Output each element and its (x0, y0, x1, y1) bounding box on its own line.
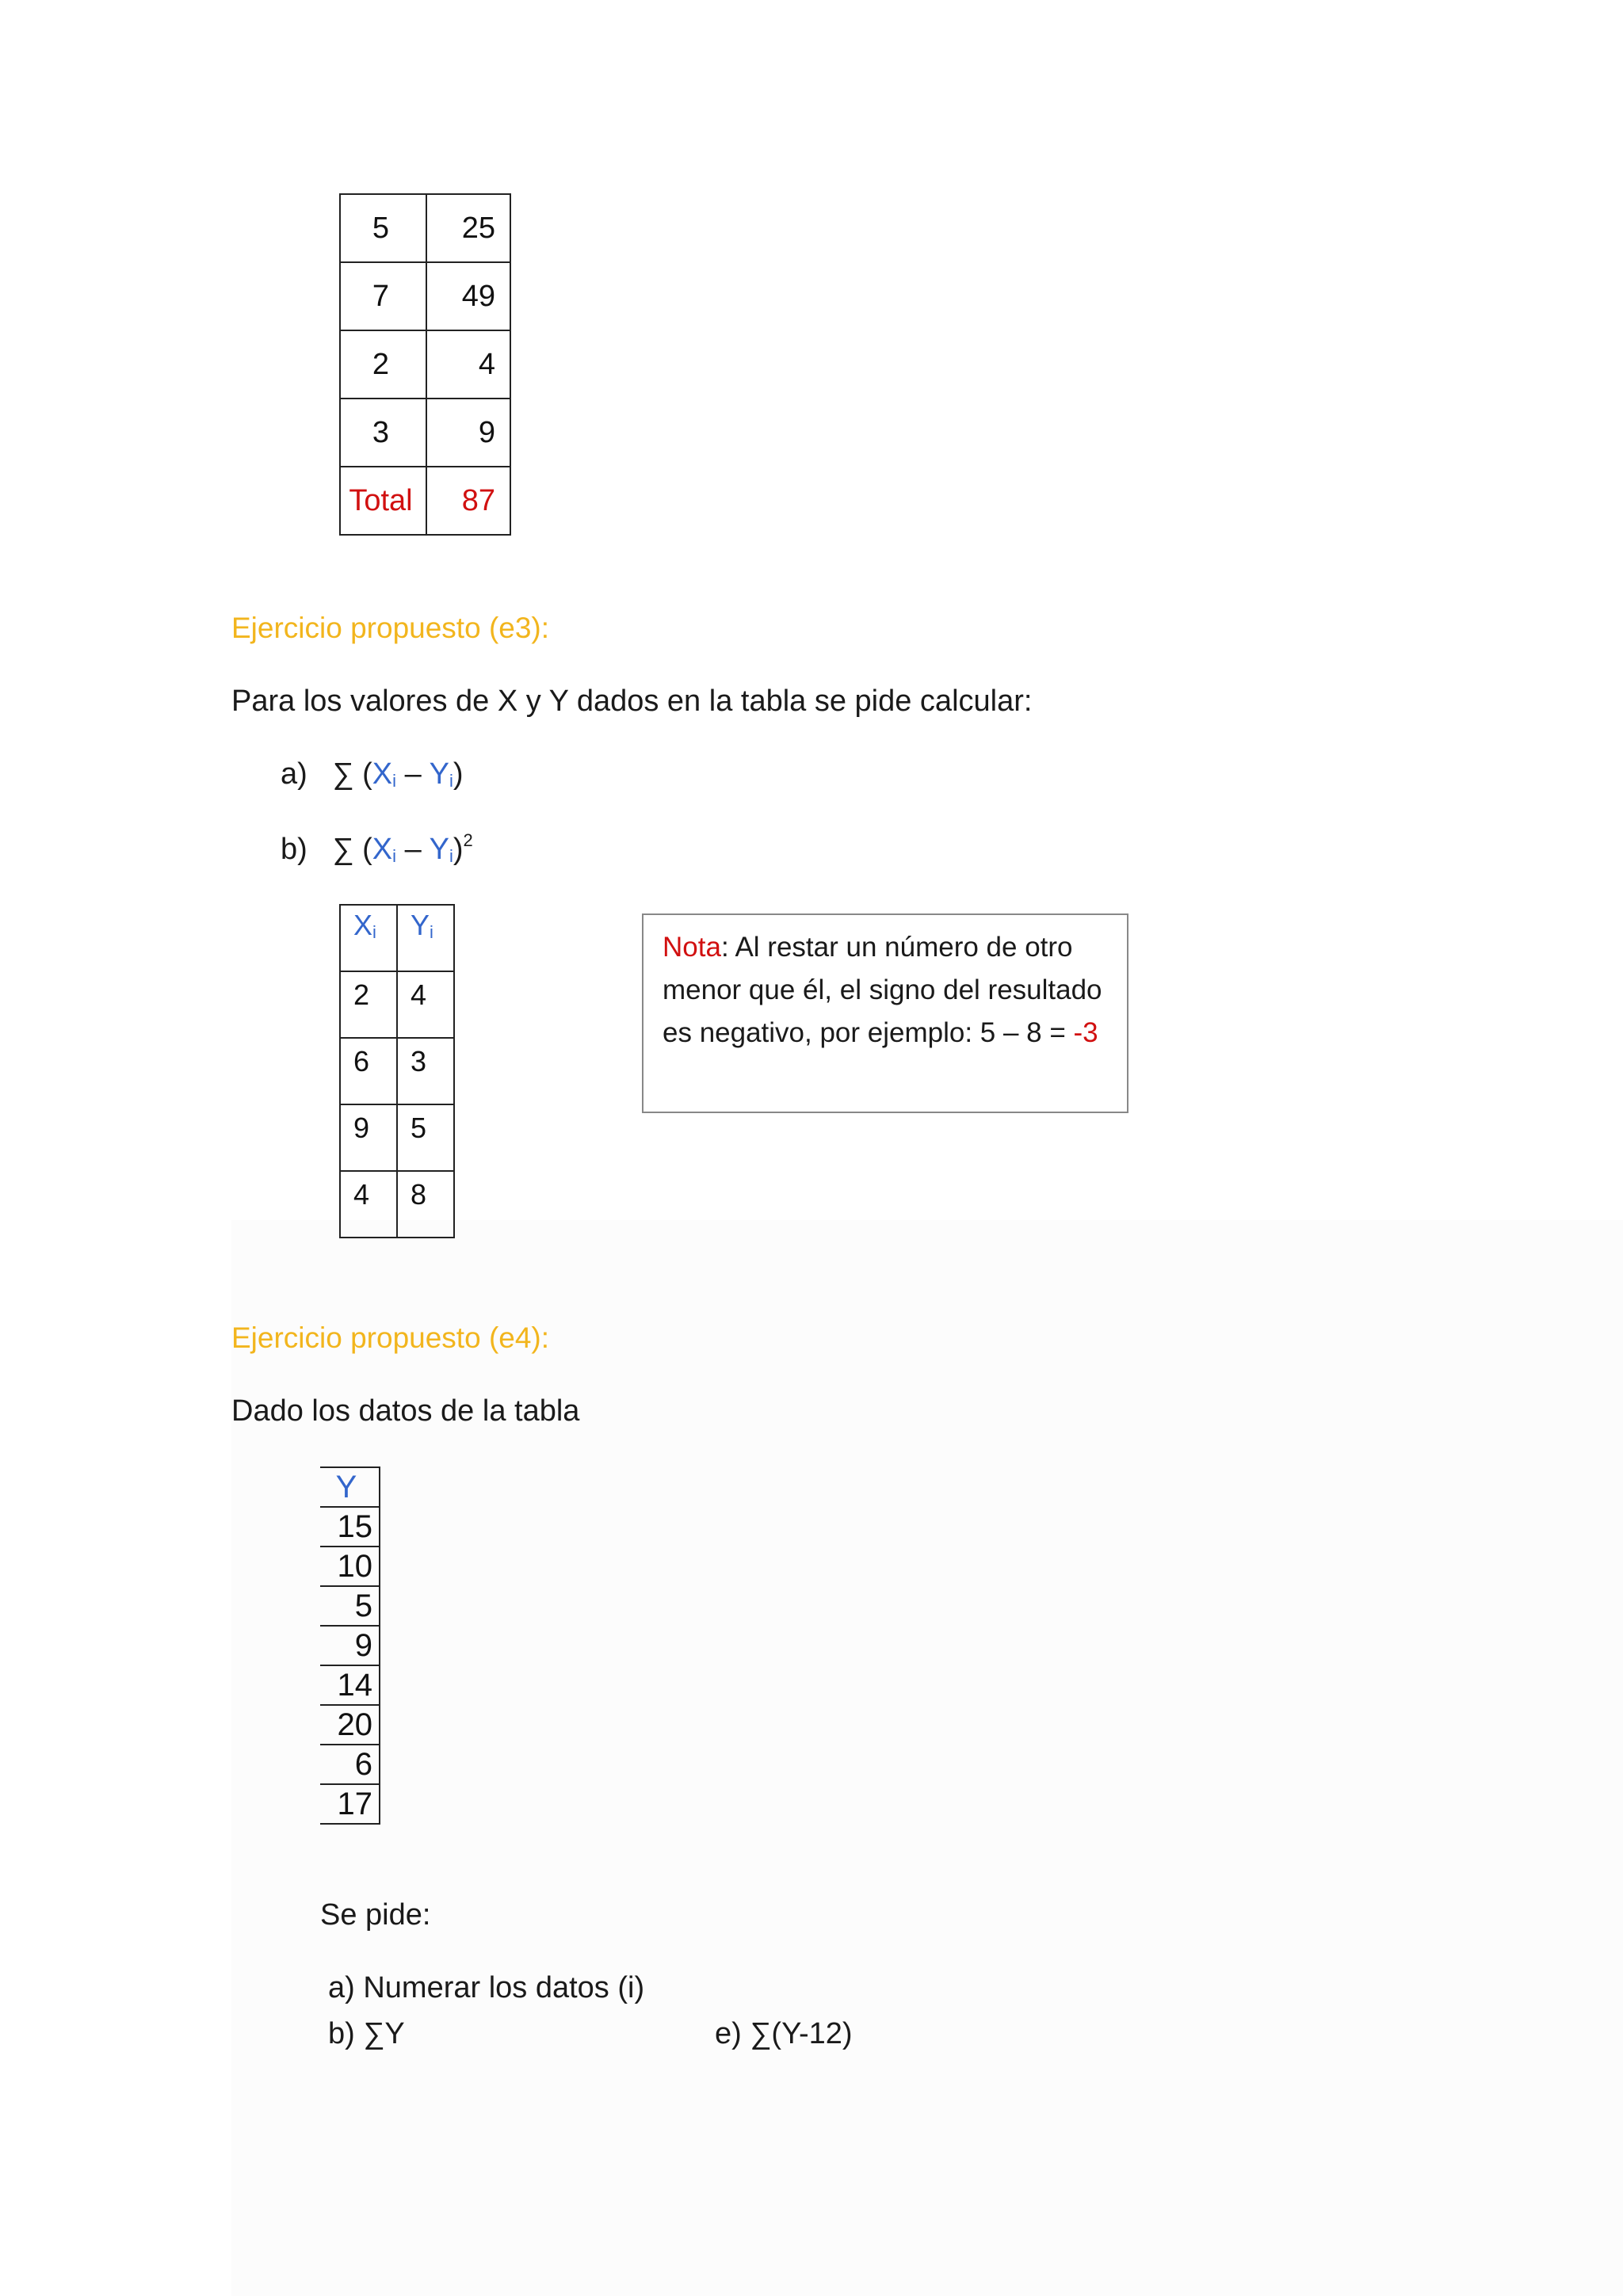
table-cell: 15 (320, 1507, 380, 1547)
total-row (340, 467, 510, 535)
x-header: Xi (340, 905, 397, 971)
e3-heading: Ejercicio propuesto (e3): (231, 612, 550, 644)
table-cell: 10 (320, 1547, 380, 1586)
table-row (340, 971, 454, 1038)
note-label: Nota (663, 932, 721, 963)
e3-item-a (281, 757, 464, 791)
table-cell: 9 (340, 1104, 397, 1171)
item-letter: a) (281, 757, 307, 791)
table-row (320, 1665, 380, 1705)
table-cell: 49 (426, 262, 510, 330)
table-row (320, 1745, 380, 1784)
table-cell: 5 (340, 194, 426, 262)
y-var: Y (429, 833, 449, 866)
table-cell: 8 (397, 1171, 454, 1238)
close-paren: ) (453, 757, 464, 791)
table-cell: 6 (320, 1745, 380, 1784)
table-cell: 2 (340, 330, 426, 399)
x-subscript: i (392, 771, 397, 791)
y-values-table (320, 1466, 380, 1825)
note-box (642, 913, 1128, 1113)
exponent: 2 (463, 830, 473, 850)
e4-item-e: e) ∑(Y-12) (715, 2017, 853, 2050)
table-row (320, 1705, 380, 1745)
item-letter: b) (281, 833, 307, 866)
table-cell: 17 (320, 1784, 380, 1824)
e4-item-b: b) ∑Y (328, 2017, 405, 2050)
table-cell: 20 (320, 1705, 380, 1745)
table-header-row (340, 905, 454, 971)
y-header: Y (320, 1467, 380, 1507)
page-shade (231, 1220, 1623, 2296)
table-cell: 9 (426, 399, 510, 467)
table-cell: 2 (340, 971, 397, 1038)
y-header: Yi (397, 905, 454, 971)
x-var: X (372, 833, 393, 866)
e3-intro: Para los valores de X y Y dados en la tabla se pide calcular: (231, 685, 1033, 718)
table-cell: 14 (320, 1665, 380, 1705)
xy-table (339, 904, 455, 1238)
y-subscript: i (449, 846, 453, 866)
note-line: es negativo, por ejemplo: 5 – 8 = -3 (663, 1017, 1098, 1048)
e3-item-b (281, 830, 473, 867)
note-line: Nota: Al restar un número de otro (663, 932, 1073, 963)
table-cell: 3 (397, 1038, 454, 1104)
total-value: 87 (426, 467, 510, 535)
table-cell: 5 (320, 1586, 380, 1626)
table-cell: 4 (426, 330, 510, 399)
e4-item-a: a) Numerar los datos (i) (328, 1971, 645, 2004)
table-row (340, 1038, 454, 1104)
table-row (340, 1104, 454, 1171)
table-cell: 4 (397, 971, 454, 1038)
x-var: X (372, 757, 393, 791)
table-row (340, 262, 510, 330)
y-subscript: i (449, 771, 453, 791)
sum-symbol: ∑ ( (332, 757, 372, 791)
e4-intro: Dado los datos de la tabla (231, 1394, 580, 1428)
squares-table (339, 193, 511, 536)
se-pide-label: Se pide: (320, 1898, 431, 1932)
table-cell: 5 (397, 1104, 454, 1171)
table-row (340, 330, 510, 399)
table-cell: 6 (340, 1038, 397, 1104)
table-row (340, 194, 510, 262)
table-cell: 3 (340, 399, 426, 467)
table-row (320, 1547, 380, 1586)
minus-sign: – (396, 833, 430, 866)
close-paren: ) (453, 833, 464, 866)
table-cell: 7 (340, 262, 426, 330)
table-row (340, 1171, 454, 1238)
minus-sign: – (396, 757, 430, 791)
x-subscript: i (392, 846, 397, 866)
table-cell: 9 (320, 1626, 380, 1665)
table-cell: 4 (340, 1171, 397, 1238)
table-row (340, 399, 510, 467)
note-result: -3 (1073, 1017, 1098, 1048)
e4-heading: Ejercicio propuesto (e4): (231, 1322, 550, 1354)
table-row (320, 1784, 380, 1824)
y-var: Y (429, 757, 449, 791)
table-cell: 25 (426, 194, 510, 262)
table-row (320, 1586, 380, 1626)
table-row (320, 1507, 380, 1547)
table-header-row (320, 1467, 380, 1507)
sum-symbol: ∑ ( (332, 833, 372, 866)
total-label: Total (340, 467, 426, 535)
table-row (320, 1626, 380, 1665)
note-line: menor que él, el signo del resultado (663, 974, 1102, 1005)
